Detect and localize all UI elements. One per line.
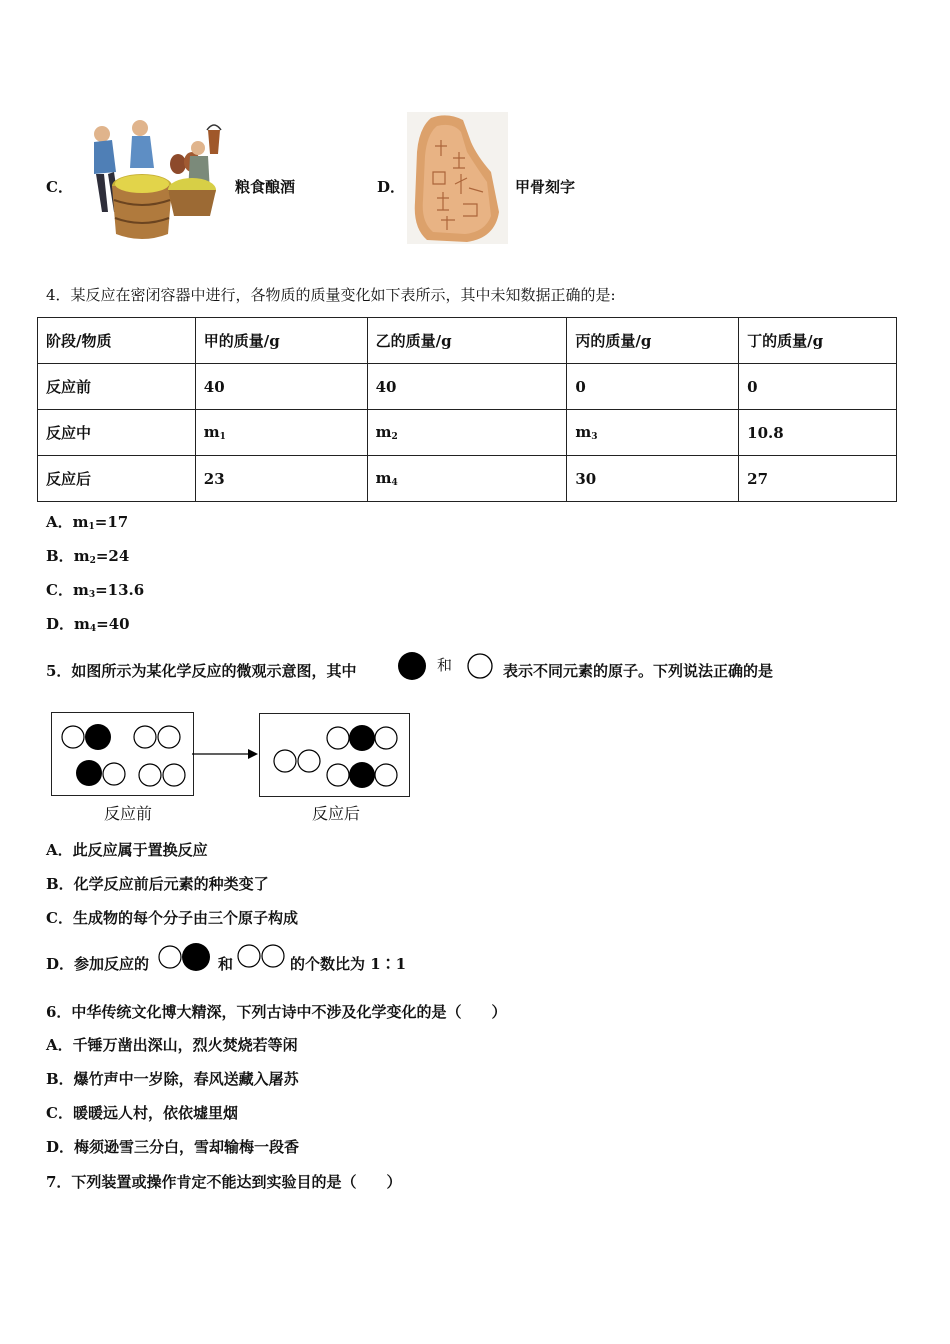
table-cell: 27	[739, 456, 897, 502]
table-header-cell: 乙的质量/g	[367, 318, 567, 364]
option-c-letter: C．	[46, 178, 73, 196]
molecule-white-white	[134, 726, 180, 748]
table-header-cell: 阶段/物质	[38, 318, 196, 364]
table-cell: $m_3$	[567, 410, 739, 456]
grain-wine-brewing-illustration	[80, 112, 225, 244]
table-cell: $m_4$	[367, 456, 567, 502]
molecule-white-black	[62, 724, 111, 750]
table-row	[38, 364, 897, 410]
question-5-stem-start: 5．如图所示为某化学反应的微观示意图，其中	[46, 662, 357, 680]
q6-option-d[interactable]: D．梅须逊雪三分白，雪却输梅一段香	[46, 1138, 300, 1156]
option-d-letter: D．	[377, 178, 406, 196]
molecule-white-white	[274, 750, 320, 772]
q5-option-d-end: 的个数比为 1∶1	[290, 955, 407, 973]
table-cell: 40	[367, 364, 567, 410]
q5-option-b[interactable]: B．化学反应前后元素的种类变了	[46, 875, 269, 893]
table-header-cell: 丁的质量/g	[739, 318, 897, 364]
table-cell: $m_1$	[195, 410, 367, 456]
black-atom-icon	[396, 650, 428, 682]
after-reaction-box	[259, 713, 410, 797]
oracle-bone-carving-photo	[407, 112, 508, 244]
table-header-row	[38, 318, 897, 364]
table-header-cell: 甲的质量/g	[195, 318, 367, 364]
molecule-black-white	[76, 760, 125, 786]
reaction-arrow	[192, 746, 260, 760]
mass-change-table	[37, 317, 897, 502]
q4-option-b[interactable]: B．$m_2=24$	[46, 547, 130, 566]
white-white-molecule-icon	[236, 943, 288, 969]
after-reaction-label: 反应后	[312, 804, 361, 823]
q4-option-a[interactable]: A．$m_1=17$	[46, 513, 129, 532]
molecule-white-black-white	[327, 762, 397, 788]
table-stage-cell: 反应中	[38, 410, 196, 456]
q6-option-a[interactable]: A．千锤万凿出深山，烈火焚烧若等闲	[46, 1036, 298, 1054]
table-cell: $m_2$	[367, 410, 567, 456]
table-cell: 0	[567, 364, 739, 410]
table-cell: 30	[567, 456, 739, 502]
before-reaction-label: 反应前	[104, 804, 153, 823]
table-cell: 10.8	[739, 410, 897, 456]
table-stage-cell: 反应前	[38, 364, 196, 410]
white-black-molecule-icon	[156, 942, 214, 972]
table-header-cell: 丙的质量/g	[567, 318, 739, 364]
question-7-stem: 7．下列装置或操作肯定不能达到实验目的是（ ）	[46, 1173, 402, 1191]
table-cell: 0	[739, 364, 897, 410]
q6-option-c[interactable]: C．暖暖远人村，依依墟里烟	[46, 1104, 238, 1122]
q5-option-d-and: 和	[218, 955, 234, 973]
question-5-and: 和	[437, 656, 453, 674]
molecule-white-white	[139, 764, 185, 786]
question-4-stem: 4．某反应在密闭容器中进行，各物质的质量变化如下表所示，其中未知数据正确的是:	[46, 286, 616, 304]
table-cell: 40	[195, 364, 367, 410]
q5-option-d[interactable]	[46, 942, 446, 976]
question-5-stem-end: 表示不同元素的原子。下列说法正确的是	[503, 662, 774, 680]
molecule-white-black-white	[327, 725, 397, 751]
before-reaction-box	[51, 712, 194, 796]
table-row	[38, 410, 897, 456]
option-c-label: 粮食酿酒	[235, 178, 296, 196]
table-row	[38, 456, 897, 502]
q4-option-c[interactable]: C．$m_3=13.6$	[46, 581, 145, 600]
q5-option-d-start: D．参加反应的	[46, 955, 150, 973]
q4-option-d[interactable]: D．$m_4=40$	[46, 615, 130, 634]
q6-option-b[interactable]: B．爆竹声中一岁除，春风送藏入屠苏	[46, 1070, 299, 1088]
q5-option-a[interactable]: A．此反应属于置换反应	[46, 841, 208, 859]
table-cell: 23	[195, 456, 367, 502]
white-atom-icon	[466, 652, 494, 680]
option-d-label: 甲骨刻字	[515, 178, 576, 196]
table-stage-cell: 反应后	[38, 456, 196, 502]
question-6-stem: 6．中华传统文化博大精深，下列古诗中不涉及化学变化的是（ ）	[46, 1003, 507, 1021]
q5-option-c[interactable]: C．生成物的每个分子由三个原子构成	[46, 909, 298, 927]
